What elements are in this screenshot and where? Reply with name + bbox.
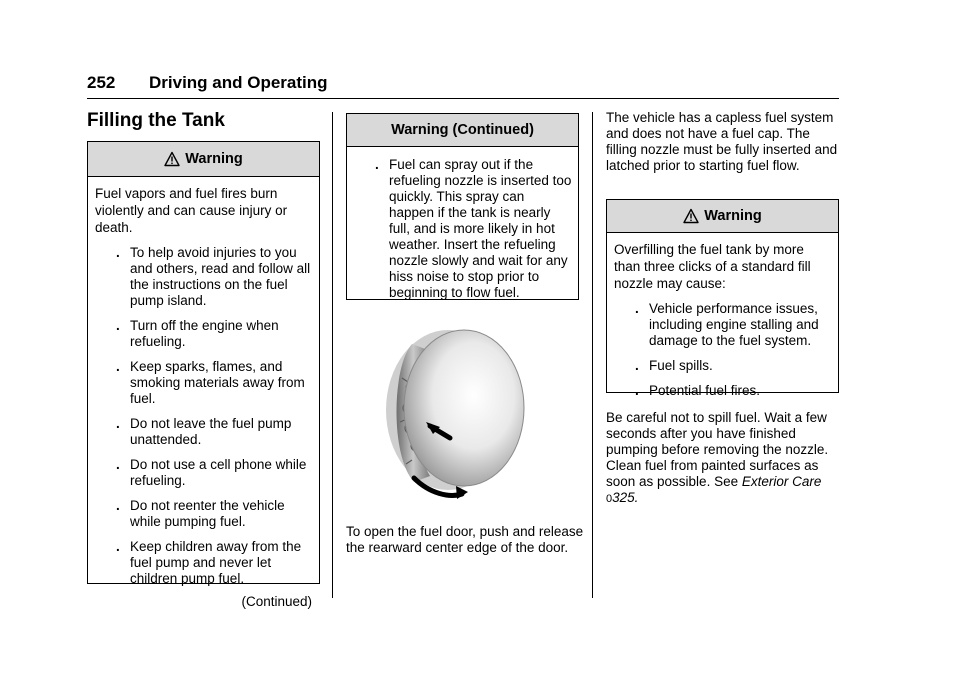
capless-system-text: The vehicle has a capless fuel system and does not have a fuel cap. The filling nozzle must be fully inserted and latched prior to starting fuel flow. — [606, 110, 838, 173]
warning-heading-text: Warning — [185, 151, 243, 167]
careful-sentence: Be careful not to spill fuel. Wait a few seconds after you have finished pumping before removing the nozzle. Clean fuel from painted surfaces as soon as possible. See — [606, 410, 829, 489]
column-divider-2 — [592, 112, 593, 598]
warning-heading — [88, 142, 319, 177]
bullet-dot: . — [116, 318, 120, 333]
list-item: . Do not leave the fuel pump unattended. — [116, 416, 292, 447]
list-item: . Fuel can spray out if the refueling nozzle is inserted too quickly. This spray can happen if the tank is nearly full, and is more likely in hot weather. Insert the refueling nozzle slowly and wait for any hiss noise to stop prior to beginning to flow fuel. — [375, 157, 572, 300]
page-number: 252 — [87, 73, 116, 92]
fuel-door-caption: To open the fuel door, push and release the rearward center edge of the door. — [346, 524, 584, 555]
chapter-title: Driving and Operating — [149, 73, 328, 92]
bullet-dot: . — [116, 498, 120, 513]
continued-note: (Continued) — [241, 594, 312, 609]
bullet-dot: . — [116, 359, 120, 374]
bullet-dot: . — [116, 245, 120, 260]
bullet-dot: . — [635, 358, 639, 373]
warning-list — [347, 147, 578, 301]
xref-page: 325 — [612, 490, 635, 505]
warning-intro: Fuel vapors and fuel fires burn violently and can cause injury or death. — [95, 186, 288, 235]
section-title: Filling the Tank — [87, 110, 225, 131]
bullet-dot: . — [116, 457, 120, 472]
list-item: . Turn off the engine when refueling. — [116, 318, 279, 349]
warning-list — [607, 301, 838, 399]
column-divider-1 — [332, 112, 333, 598]
bullet-dot: . — [635, 301, 639, 316]
bullet-dot: . — [116, 416, 120, 431]
warning-list — [88, 245, 319, 587]
list-item: . Fuel spills. — [635, 358, 713, 373]
bullet-dot: . — [375, 157, 379, 172]
page-header — [87, 70, 839, 100]
page-ref-icon: 0 — [606, 493, 613, 505]
warning-heading-text: Warning (Continued) — [391, 122, 534, 138]
list-item: . Do not use a cell phone while refueling. — [116, 457, 307, 488]
bullet-dot: . — [635, 383, 639, 398]
careful-text — [606, 410, 840, 507]
warning-icon — [164, 151, 180, 167]
warning-box-continued — [346, 113, 579, 300]
list-item: . Keep sparks, flames, and smoking materials away from fuel. — [116, 359, 305, 406]
warning-heading — [347, 114, 578, 147]
list-item: . Keep children away from the fuel pump and never let children pump fuel. — [116, 539, 302, 586]
fuel-door-illustration — [378, 326, 528, 506]
list-item: . Vehicle performance issues, including engine stalling and damage to the fuel system. — [635, 301, 819, 348]
warning-box-overfilling — [606, 199, 839, 398]
list-item: . Potential fuel fires. — [635, 383, 761, 398]
xref-title: Exterior Care — [741, 474, 822, 489]
header-rule — [87, 98, 839, 99]
warning-box-fuel-vapors — [87, 141, 320, 609]
list-item: . Do not reenter the vehicle while pumping fuel. — [116, 498, 285, 529]
warning-heading — [607, 200, 838, 233]
warning-intro: Overfilling the fuel tank by more than three clicks of a standard fill nozzle may cause: — [614, 242, 811, 291]
list-item: . To help avoid injuries to you and others, read and follow all the instructions on the fuel pump island. — [116, 245, 311, 308]
xref-end: . — [634, 490, 639, 505]
warning-icon — [683, 208, 699, 224]
warning-heading-text: Warning — [704, 208, 762, 224]
bullet-dot: . — [116, 539, 120, 554]
